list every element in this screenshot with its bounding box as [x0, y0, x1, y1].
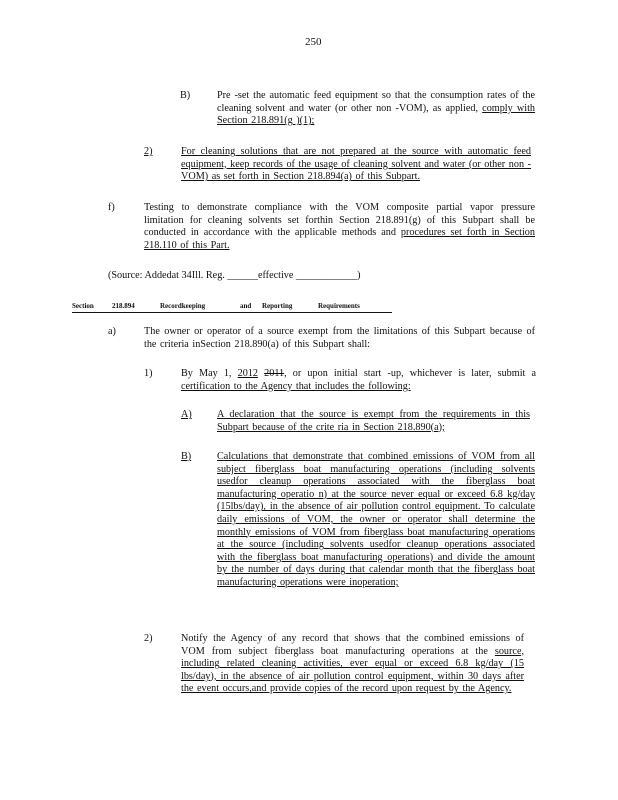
source-note: (Source: Addedat 34Ill. Reg. ______effective ____________) — [108, 270, 361, 281]
item-2-text: For cleaning solutions that are not prepared at the source with automatic feed equipment, keep records of the usage of cleaning solvent and water (or other non -VOM) as set forth in Section 218.894(a) of this Subpart. — [181, 146, 531, 183]
item-a-text: The owner or operator of a source exempt from the limitations of this Subpart because of the criteria inSection 218.890(a) of this Subpart shall: — [144, 326, 535, 350]
item-1-deleted-year: 2011 — [264, 368, 285, 379]
item-1-body-start: By May 1, — [181, 368, 232, 379]
item-B-inserted-text: comply with Section 218.891(g )(1); — [217, 102, 536, 127]
item-B-text — [217, 90, 535, 128]
item-1-body-end: , or upon initial start -up, whichever is later, submit a — [284, 368, 537, 379]
section-header — [72, 300, 392, 313]
item-a2-text — [181, 633, 524, 696]
item-label-A: A) — [181, 409, 192, 420]
item-label-B2: B) — [181, 451, 192, 462]
item-B-body: Pre -set the automatic feed equipment so that the consumption rates of the cleaning solvent and water (or other non -VOM), as applied, — [217, 90, 535, 114]
section-number: 218.894 — [112, 302, 135, 310]
item-a2-body: Notify the Agency of any record that shows that the combined emissions of VOM from subject fiberglass boat manufacturing operations at the — [181, 633, 524, 657]
item-label-f: f) — [108, 202, 115, 213]
section-title-word-4: Requirements — [318, 302, 360, 310]
page-number: 250 — [305, 36, 322, 48]
item-a2-inserted-text: source, including related cleaning activities, ever equal or exceed 6.8 kg/day (15 lbs/day), in the absence of air pollution control equipment, within 30 days after the event occurs,and provide copies of the record upon request by the Agency. — [181, 645, 525, 695]
item-label-B: B) — [180, 90, 191, 101]
section-title-word-3: Reporting — [262, 302, 293, 310]
item-f-inserted-text: procedures set forth in Section 218.110 of this Part. — [144, 227, 535, 251]
section-title-word-1: Recordkeeping — [160, 302, 206, 310]
item-1-inserted-text: certification to the Agency that includes the following: — [181, 380, 411, 392]
item-f-body: Testing to demonstrate compliance with the VOM composite partial vapor pressure limitation for cleaning solvents set forthin Section 218.891(g) of this Subpart shall be conducted in accordance with the applicable methods and — [144, 202, 535, 239]
item-B2-body: Calculations that demonstrate that combined emissions of VOM from all subject fiberglass boat manufacturing operations (including solvents usedfor cleanup operations associated with the fiberglass boat manufacturing operatio n) at the source never equal or exceed 6.8 kg/day (15lbs/day), in the absence of air pollution — [217, 451, 535, 513]
item-A-text: A declaration that the source is exempt from the requirements in this Subpart because of the crite ria in Section 218.890(a); — [217, 409, 530, 433]
section-title-word-2: and — [240, 302, 252, 310]
item-label-2: 2) — [144, 146, 153, 157]
item-B2-text — [217, 451, 535, 590]
item-B2-inserted-text: control equipment. To calculate daily emissions of VOM, the owner or operator shall determine the monthly emissions of VOM from fiberglass boat manufacturing operations at the source (including solvents usedfor cleanup operations associated with the fiberglass boat manufacturing operations) and divide the amount by the number of days during that calendar month that the fiberglass boat manufacturing operations were inoperation; — [217, 501, 536, 588]
item-label-a2: 2) — [144, 633, 153, 644]
item-1-text — [181, 368, 536, 393]
item-label-a: a) — [108, 326, 116, 337]
item-1-new-year: 2012 — [237, 368, 258, 379]
item-label-1: 1) — [144, 368, 153, 379]
item-f-text — [144, 202, 535, 252]
section-word: Section — [72, 302, 94, 310]
